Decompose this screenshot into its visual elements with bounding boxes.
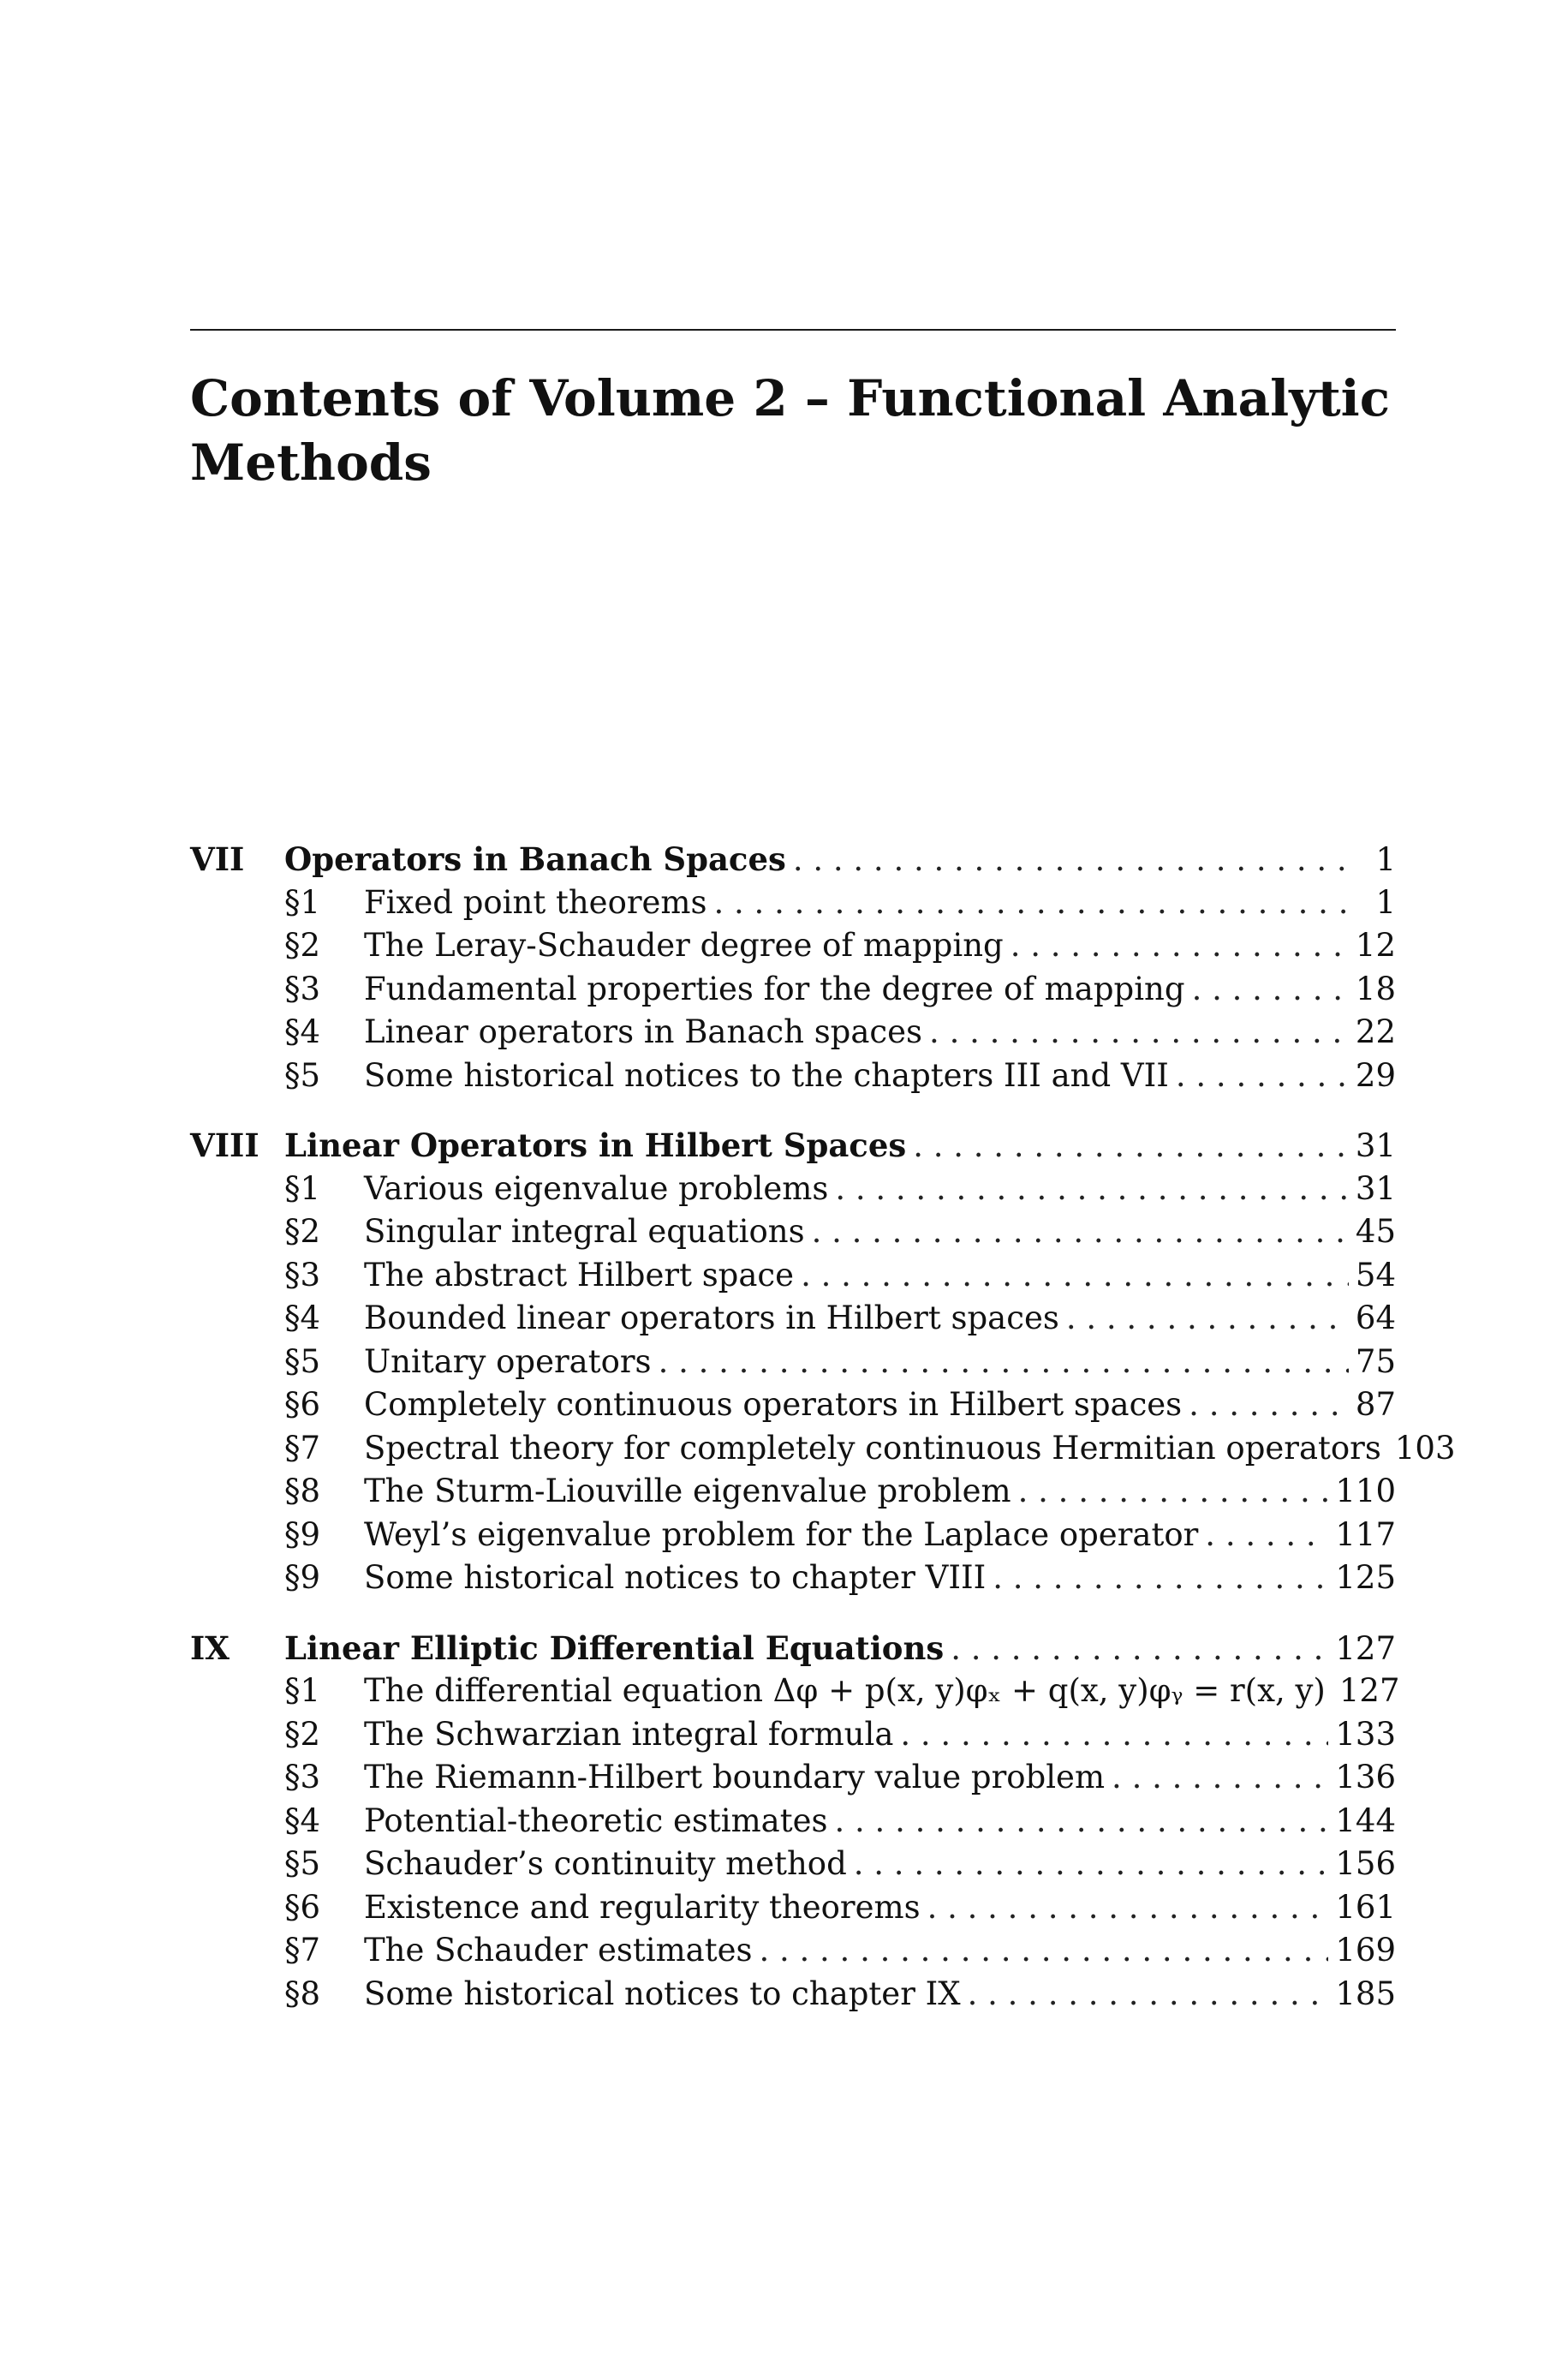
dot-leader: [1011, 924, 1349, 968]
toc-section-entry[interactable]: [190, 1055, 1396, 1098]
dot-leader: [835, 1168, 1349, 1211]
section-label: §3: [284, 1256, 321, 1294]
toc-chapter: [190, 1124, 1456, 1600]
section-label: §7: [284, 1429, 321, 1467]
dot-leader: [900, 1713, 1328, 1757]
section-title: Fundamental properties for the degree of mapping: [364, 970, 1185, 1007]
section-title: Singular integral equations: [364, 1213, 805, 1250]
section-label: §4: [284, 1300, 321, 1336]
toc-section-entry[interactable]: [190, 1011, 1396, 1055]
toc-section-entry[interactable]: [190, 968, 1396, 1012]
page-number: 185: [1335, 1975, 1396, 2012]
page-number: 125: [1335, 1559, 1396, 1596]
section-label: §7: [284, 1932, 321, 1969]
dot-leader: [854, 1843, 1329, 1886]
dot-leader: [913, 1125, 1349, 1168]
dot-leader: [659, 1341, 1349, 1384]
toc-chapter: [190, 1627, 1400, 2017]
toc-chapter-entry[interactable]: [190, 1627, 1396, 1670]
toc-chapter: [190, 838, 1396, 1097]
dot-leader: [1066, 1297, 1349, 1341]
section-label: §2: [284, 927, 321, 964]
page-number: 22: [1355, 1013, 1396, 1050]
section-label: §1: [284, 1169, 321, 1207]
page-number: 110: [1335, 1473, 1396, 1509]
dot-leader: [1192, 968, 1349, 1012]
section-label: §9: [284, 1515, 321, 1553]
toc-section-entry[interactable]: [190, 1514, 1396, 1557]
page-number: 127: [1335, 1629, 1396, 1667]
toc-section-entry[interactable]: [190, 881, 1396, 925]
section-title: The abstract Hilbert space: [364, 1256, 795, 1294]
section-title: Fixed point theorems: [364, 883, 707, 921]
chapter-number: VIII: [190, 1126, 259, 1164]
dot-leader: [927, 1886, 1329, 1930]
page-number: 31: [1355, 1127, 1396, 1164]
section-label: §8: [284, 1975, 321, 2012]
toc-section-entry[interactable]: [190, 1756, 1396, 1800]
page-number: 12: [1355, 927, 1396, 964]
toc-chapter-entry[interactable]: [190, 1124, 1396, 1168]
page-number: 103: [1394, 1429, 1456, 1467]
dot-leader: [993, 1556, 1328, 1600]
page-number: 87: [1355, 1386, 1396, 1423]
page-number: 29: [1355, 1056, 1396, 1094]
section-title: Bounded linear operators in Hilbert spaces: [364, 1300, 1059, 1336]
dot-leader: [929, 1011, 1349, 1055]
toc-section-entry[interactable]: [190, 1383, 1396, 1427]
section-title: The Riemann-Hilbert boundary value problem: [364, 1759, 1106, 1795]
toc-chapter-entry[interactable]: [190, 838, 1396, 881]
toc-section-entry[interactable]: [190, 1168, 1396, 1211]
page-number: 18: [1355, 970, 1396, 1007]
section-title: Linear operators in Banach spaces: [364, 1013, 923, 1050]
section-label: §1: [284, 883, 321, 921]
chapter-number: VII: [190, 840, 245, 878]
section-label: §4: [284, 1013, 321, 1050]
section-title: Some historical notices to chapter VIII: [364, 1559, 987, 1596]
dot-leader: [835, 1800, 1329, 1843]
top-rule: [190, 329, 1396, 331]
page-number: 169: [1335, 1932, 1396, 1969]
page-number: 64: [1355, 1300, 1396, 1336]
toc-section-entry[interactable]: [190, 1210, 1396, 1254]
section-label: §6: [284, 1888, 321, 1926]
section-title: Various eigenvalue problems: [364, 1169, 829, 1207]
page-title-line-1: Contents of Volume 2 – Functional Analytic: [190, 369, 1391, 427]
toc-section-entry[interactable]: [190, 1254, 1396, 1298]
section-label: §5: [284, 1056, 321, 1094]
dot-leader: [1189, 1383, 1349, 1427]
section-label: §3: [284, 970, 321, 1007]
dot-leader: [1205, 1514, 1328, 1557]
toc-section-entry[interactable]: [190, 1843, 1396, 1886]
chapter-number: IX: [190, 1628, 230, 1667]
section-title: The Leray-Schauder degree of mapping: [364, 927, 1004, 964]
section-title: Schauder’s continuity method: [364, 1845, 847, 1882]
page-number: 75: [1355, 1342, 1396, 1380]
page-title-line-2: Methods: [190, 433, 432, 492]
section-label: §2: [284, 1213, 321, 1250]
section-title: Weyl’s eigenvalue problem for the Laplace operator: [364, 1515, 1199, 1553]
section-label: §5: [284, 1845, 321, 1882]
page-number: 31: [1355, 1169, 1396, 1207]
dot-leader: [759, 1929, 1328, 1973]
toc-section-entry[interactable]: [190, 1470, 1396, 1514]
table-of-contents: [190, 838, 1456, 2042]
page-title: [190, 367, 1406, 495]
section-title: The Schauder estimates: [364, 1932, 753, 1969]
toc-section-entry[interactable]: [190, 1973, 1396, 2017]
dot-leader: [951, 1628, 1328, 1671]
toc-section-entry[interactable]: [190, 924, 1396, 968]
toc-section-entry[interactable]: [190, 1713, 1396, 1757]
section-label: §2: [284, 1715, 321, 1753]
toc-section-entry[interactable]: [190, 1886, 1396, 1930]
page-number: 156: [1335, 1845, 1396, 1882]
dot-leader: [1112, 1756, 1328, 1800]
dot-leader: [812, 1210, 1349, 1254]
dot-leader: [801, 1254, 1349, 1298]
toc-section-entry[interactable]: [190, 1670, 1400, 1713]
page-number: 1: [1375, 841, 1396, 878]
section-title: The Sturm-Liouville eigenvalue problem: [364, 1473, 1011, 1509]
page-number: 1: [1375, 883, 1396, 921]
section-title: Spectral theory for completely continuous Hermitian operators: [364, 1429, 1381, 1467]
section-title: The differential equation Δφ + p(x, y)φₓ + q(x, y)φᵧ = r(x, y): [364, 1672, 1326, 1709]
page-number: 127: [1338, 1672, 1400, 1709]
section-title: Completely continuous operators in Hilbert spaces: [364, 1386, 1183, 1423]
page-number: 54: [1355, 1256, 1396, 1294]
section-label: §9: [284, 1559, 321, 1596]
toc-section-entry[interactable]: [190, 1800, 1396, 1843]
section-label: §4: [284, 1801, 321, 1839]
section-label: §6: [284, 1386, 321, 1423]
chapter-title: Operators in Banach Spaces: [284, 840, 786, 878]
page-number: 117: [1335, 1515, 1396, 1553]
toc-section-entry[interactable]: [190, 1556, 1396, 1600]
toc-section-entry[interactable]: [190, 1341, 1396, 1384]
dot-leader: [1018, 1470, 1329, 1514]
page-number: 161: [1335, 1888, 1396, 1926]
page-number: 136: [1335, 1759, 1396, 1795]
section-label: §3: [284, 1759, 321, 1795]
section-title: Potential-theoretic estimates: [364, 1801, 828, 1839]
dot-leader: [793, 839, 1355, 882]
toc-section-entry[interactable]: [190, 1297, 1396, 1341]
chapter-title: Linear Elliptic Differential Equations: [284, 1628, 945, 1667]
section-label: §1: [284, 1672, 321, 1709]
section-title: Existence and regularity theorems: [364, 1888, 921, 1926]
section-title: Unitary operators: [364, 1342, 652, 1380]
section-title: The Schwarzian integral formula: [364, 1715, 894, 1753]
page-number: 45: [1355, 1213, 1396, 1250]
section-label: §5: [284, 1342, 321, 1380]
toc-section-entry[interactable]: [190, 1929, 1396, 1973]
dot-leader: [714, 881, 1356, 925]
dot-leader: [1176, 1055, 1349, 1098]
page-number: 144: [1335, 1801, 1396, 1839]
chapter-title: Linear Operators in Hilbert Spaces: [284, 1126, 907, 1164]
section-title: Some historical notices to the chapters III and VII: [364, 1056, 1169, 1094]
toc-section-entry[interactable]: [190, 1427, 1456, 1471]
dot-leader: [968, 1973, 1329, 2017]
section-label: §8: [284, 1473, 321, 1509]
page-number: 133: [1335, 1715, 1396, 1753]
section-title: Some historical notices to chapter IX: [364, 1975, 961, 2012]
